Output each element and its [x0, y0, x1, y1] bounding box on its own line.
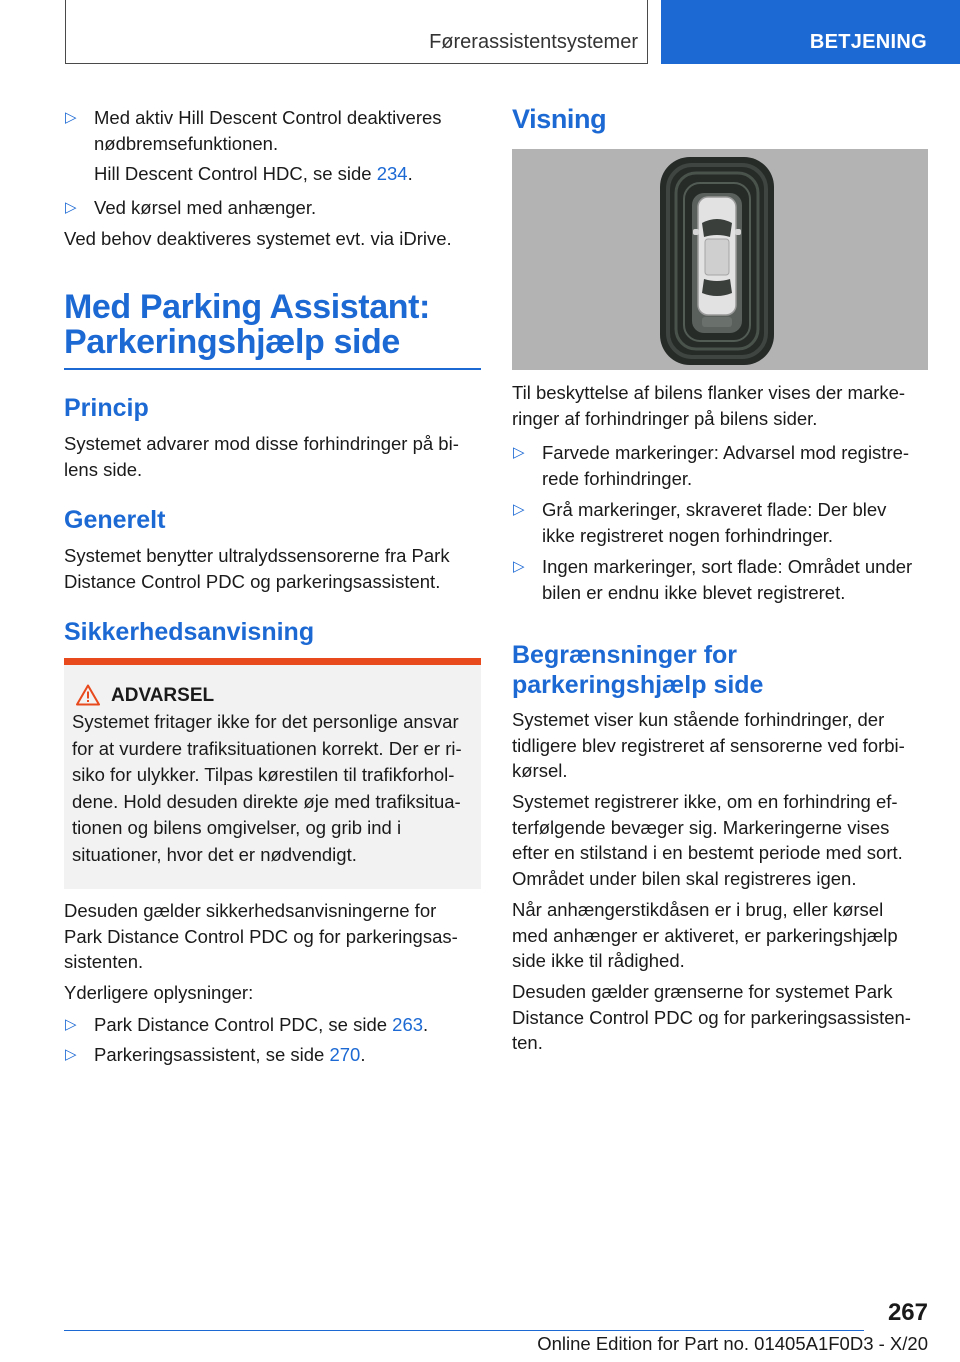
text-line: terfølgende bevæger sig. Markeringerne vises [512, 816, 890, 838]
generelt-heading: Generelt [64, 506, 166, 534]
warning-box [64, 658, 481, 889]
warning-text [72, 709, 477, 868]
footer-rule [64, 1330, 864, 1331]
text-line: Distance Control PDC og for parkeringsassisten- [512, 1006, 911, 1028]
warning-title: ADVARSEL [111, 685, 215, 706]
bullet-triangle-icon: ▷ [513, 443, 525, 461]
text-line: ten. [512, 1032, 543, 1053]
begraensninger-heading [512, 640, 928, 700]
text-line: tidligere blev registreret af sensorerne ved forbi- [512, 734, 905, 756]
text-line: Desuden gælder sikkerhedsanvisningerne for [64, 900, 437, 921]
text-line: Systemet viser kun stående forhindringer, der [512, 709, 885, 730]
page-link-270[interactable]: 270 [329, 1044, 361, 1065]
period: . [423, 1014, 429, 1035]
text-line: Distance Control PDC og parkeringsassistent. [64, 570, 441, 592]
bullet-text: rede forhindringer. [542, 467, 693, 489]
bullet-text: ikke registreret nogen forhindringer. [542, 524, 834, 546]
limit-para-3 [512, 897, 928, 974]
text-line: sistenten. [64, 951, 144, 972]
bullet-gray-markings [512, 497, 958, 548]
text-line: Park Distance Control PDC og for parkeringsas- [64, 925, 458, 947]
warning-line: tionen og bilens omgivelser, og grib ind i [72, 817, 402, 838]
main-heading-line: Med Parking Assistant: [64, 288, 430, 326]
figure-caption [512, 380, 928, 431]
text-line: Når anhængerstikdåsen er i brug, eller kørsel [512, 899, 884, 920]
warning-line: siko for ulykker. Tilpas kørestilen til trafikforhol- [72, 764, 455, 785]
hdc-reference [94, 161, 481, 187]
bullet-text: Ved kørsel med anhænger. [94, 197, 317, 218]
bullet-hill-descent [64, 105, 511, 156]
desuden-text [64, 898, 481, 975]
limit-para-1 [512, 707, 928, 784]
bullet-text: Farvede markeringer: Advarsel mod registre- [542, 442, 910, 463]
text-line: Området under bilen skal registreres igen. [512, 867, 857, 889]
yderligere-label: Yderligere oplysninger: [64, 982, 254, 1003]
bullet-text: nødbremsefunktionen. [94, 132, 279, 154]
reference-text: Parkeringsassistent, se side [94, 1044, 330, 1065]
text-line: Systemet benytter ultralydssensorerne fra Park [64, 545, 450, 566]
limit-para-2 [512, 789, 928, 891]
bullet-text: Grå markeringer, skraveret flade: Der blev [542, 499, 887, 520]
visning-heading: Visning [512, 104, 607, 134]
text-line: Systemet registrerer ikke, om en forhindring ef- [512, 791, 898, 812]
page-link-263[interactable]: 263 [392, 1014, 424, 1035]
bullet-triangle-icon: ▷ [65, 1015, 77, 1033]
bullet-no-markings [512, 554, 958, 605]
period: . [407, 163, 413, 184]
main-heading-line: Parkeringshjælp side [64, 323, 400, 361]
warning-triangle-icon [76, 684, 100, 706]
deactivate-note: Ved behov deaktiveres systemet evt. via iDrive. [64, 228, 452, 249]
bullet-text: bilen er endnu ikke blevet registreret. [542, 581, 846, 603]
bullet-colored-markings [512, 440, 958, 491]
text-line: kørsel. [512, 760, 568, 781]
bullet-trailer [64, 195, 511, 221]
text-line: Desuden gælder grænserne for systemet Park [512, 981, 893, 1002]
header-section-title: Førerassistentsystemer [429, 31, 638, 53]
generelt-text [64, 543, 481, 594]
princip-heading: Princip [64, 394, 149, 422]
bullet-triangle-icon: ▷ [65, 198, 77, 216]
page-link-234[interactable]: 234 [376, 163, 408, 184]
bullet-ref-pdc [64, 1012, 511, 1038]
bullet-triangle-icon: ▷ [65, 108, 77, 126]
page-number: 267 [887, 1299, 928, 1326]
period: . [360, 1044, 366, 1065]
bullet-triangle-icon: ▷ [513, 557, 525, 575]
parking-view-illustration [512, 149, 928, 370]
bullet-text: Med aktiv Hill Descent Control deaktiveres [94, 107, 442, 128]
text-line: side ikke til rådighed. [512, 950, 685, 971]
footer-edition: Online Edition for Part no. 01405A1F0D3 - X/20 [537, 1333, 928, 1354]
warning-bar [64, 658, 481, 665]
text-line: lens side. [64, 458, 143, 480]
princip-text [64, 431, 481, 482]
text-line: efter en stilstand i en bestemt periode med sort. [512, 842, 903, 863]
warning-line: dene. Hold desuden direkte øje med trafiksitua- [72, 790, 461, 812]
text-line: Systemet advarer mod disse forhindringer på bi- [64, 433, 459, 454]
warning-line: Systemet fritager ikke for det personlige ansvar [72, 711, 459, 732]
main-heading [64, 290, 484, 360]
warning-line: for at vurdere trafiksituationen korrekt. Der er ri- [72, 737, 462, 759]
limit-para-4 [512, 979, 928, 1056]
heading-line: parkeringshjælp side [512, 671, 764, 699]
text-line: ringer af forhindringer på bilens sider. [512, 407, 818, 429]
text-line: med anhænger er aktiveret, er parkeringshjælp [512, 924, 898, 946]
bullet-ref-parking [64, 1042, 511, 1068]
heading-line: Begrænsninger for [512, 641, 738, 669]
bullet-triangle-icon: ▷ [65, 1045, 77, 1063]
warning-line: situationer, hvor det er nødvendigt. [72, 843, 357, 865]
sikkerhed-heading: Sikkerhedsanvisning [64, 618, 315, 646]
text-line: Til beskyttelse af bilens flanker vises der marke- [512, 382, 906, 403]
reference-text: Park Distance Control PDC, se side [94, 1014, 393, 1035]
bullet-text: Ingen markeringer, sort flade: Området under [542, 556, 913, 577]
header-chapter-tab[interactable]: BETJENING [661, 0, 960, 64]
heading-rule [64, 368, 481, 370]
reference-text: Hill Descent Control HDC, se side [94, 163, 377, 184]
car-top-view-image [512, 149, 928, 370]
bullet-triangle-icon: ▷ [513, 500, 525, 518]
